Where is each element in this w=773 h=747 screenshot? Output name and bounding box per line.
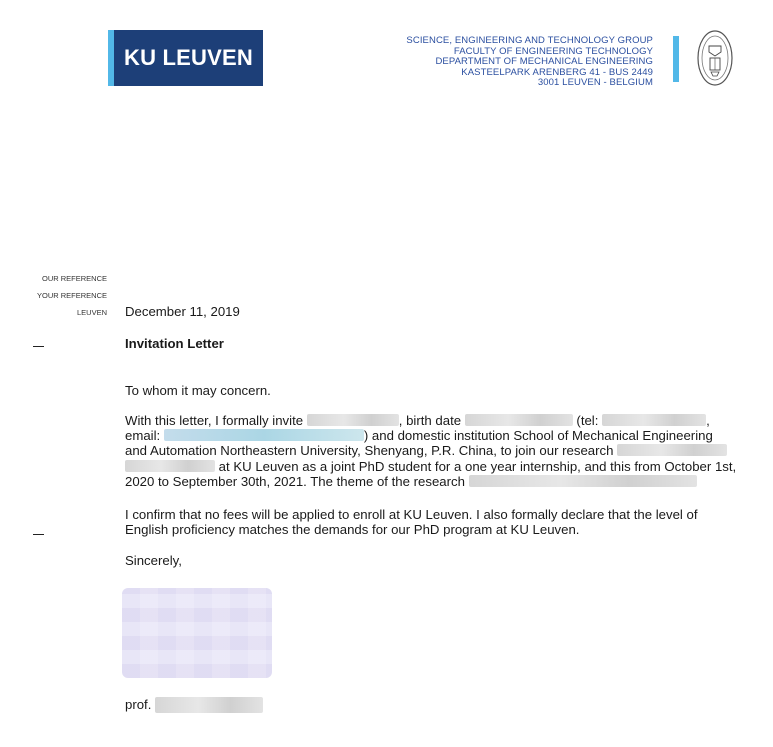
redacted-group (617, 444, 727, 456)
address-accent-bar (673, 36, 679, 82)
address-line: 3001 LEUVEN - BELGIUM (537, 77, 653, 88)
letter-paragraph-1: With this letter, I formally invite , birth date (tel: , email: ) and domestic institution School of Mechanical Engineering and Automation Northeastern University, Shenyang, P.R. China, to join our research at KU Leuven as a joint PhD student for a one year internship, and this from October 1st, 2020 to September 30th, 2021. The theme of the research (125, 413, 737, 489)
letter-paragraph-2: I confirm that no fees will be applied to enroll at KU Leuven. I also formally declare that the level of English proficiency matches the demands for our PhD program at KU Leuven. (125, 507, 698, 538)
letter-greeting: To whom it may concern. (125, 383, 271, 398)
address-line: KASTEELPARK ARENBERG 41 - BUS 2449 (461, 66, 653, 78)
our-reference-label: OUR REFERENCE (41, 274, 107, 283)
ku-leuven-logo (108, 30, 263, 86)
redacted-signature (122, 588, 272, 678)
letter-closing: Sincerely, (125, 553, 182, 568)
logo-accent-stripe (108, 30, 114, 86)
redacted-group (125, 460, 215, 472)
signatory: prof. (125, 697, 263, 713)
redacted-phone (602, 414, 706, 426)
address-line: DEPARTMENT OF MECHANICAL ENGINEERING (435, 56, 653, 67)
redacted-signatory-name (155, 697, 263, 713)
letter-subject: Invitation Letter (125, 336, 224, 351)
university-seal-icon (695, 28, 735, 88)
letter-date: December 11, 2019 (125, 304, 240, 319)
address-line: SCIENCE, ENGINEERING AND TECHNOLOGY GROUP (406, 35, 653, 46)
place-label: LEUVEN (76, 308, 107, 317)
redacted-theme (469, 475, 697, 487)
redacted-name (307, 414, 399, 426)
redacted-birthdate (465, 414, 573, 426)
logo-text: KU LEUVEN (124, 45, 253, 70)
sender-address (406, 36, 653, 89)
redacted-email (164, 429, 364, 441)
fold-mark (33, 534, 44, 535)
your-reference-label: YOUR REFERENCE (36, 291, 107, 300)
fold-mark (33, 346, 44, 347)
address-line: FACULTY OF ENGINEERING TECHNOLOGY (453, 45, 653, 57)
